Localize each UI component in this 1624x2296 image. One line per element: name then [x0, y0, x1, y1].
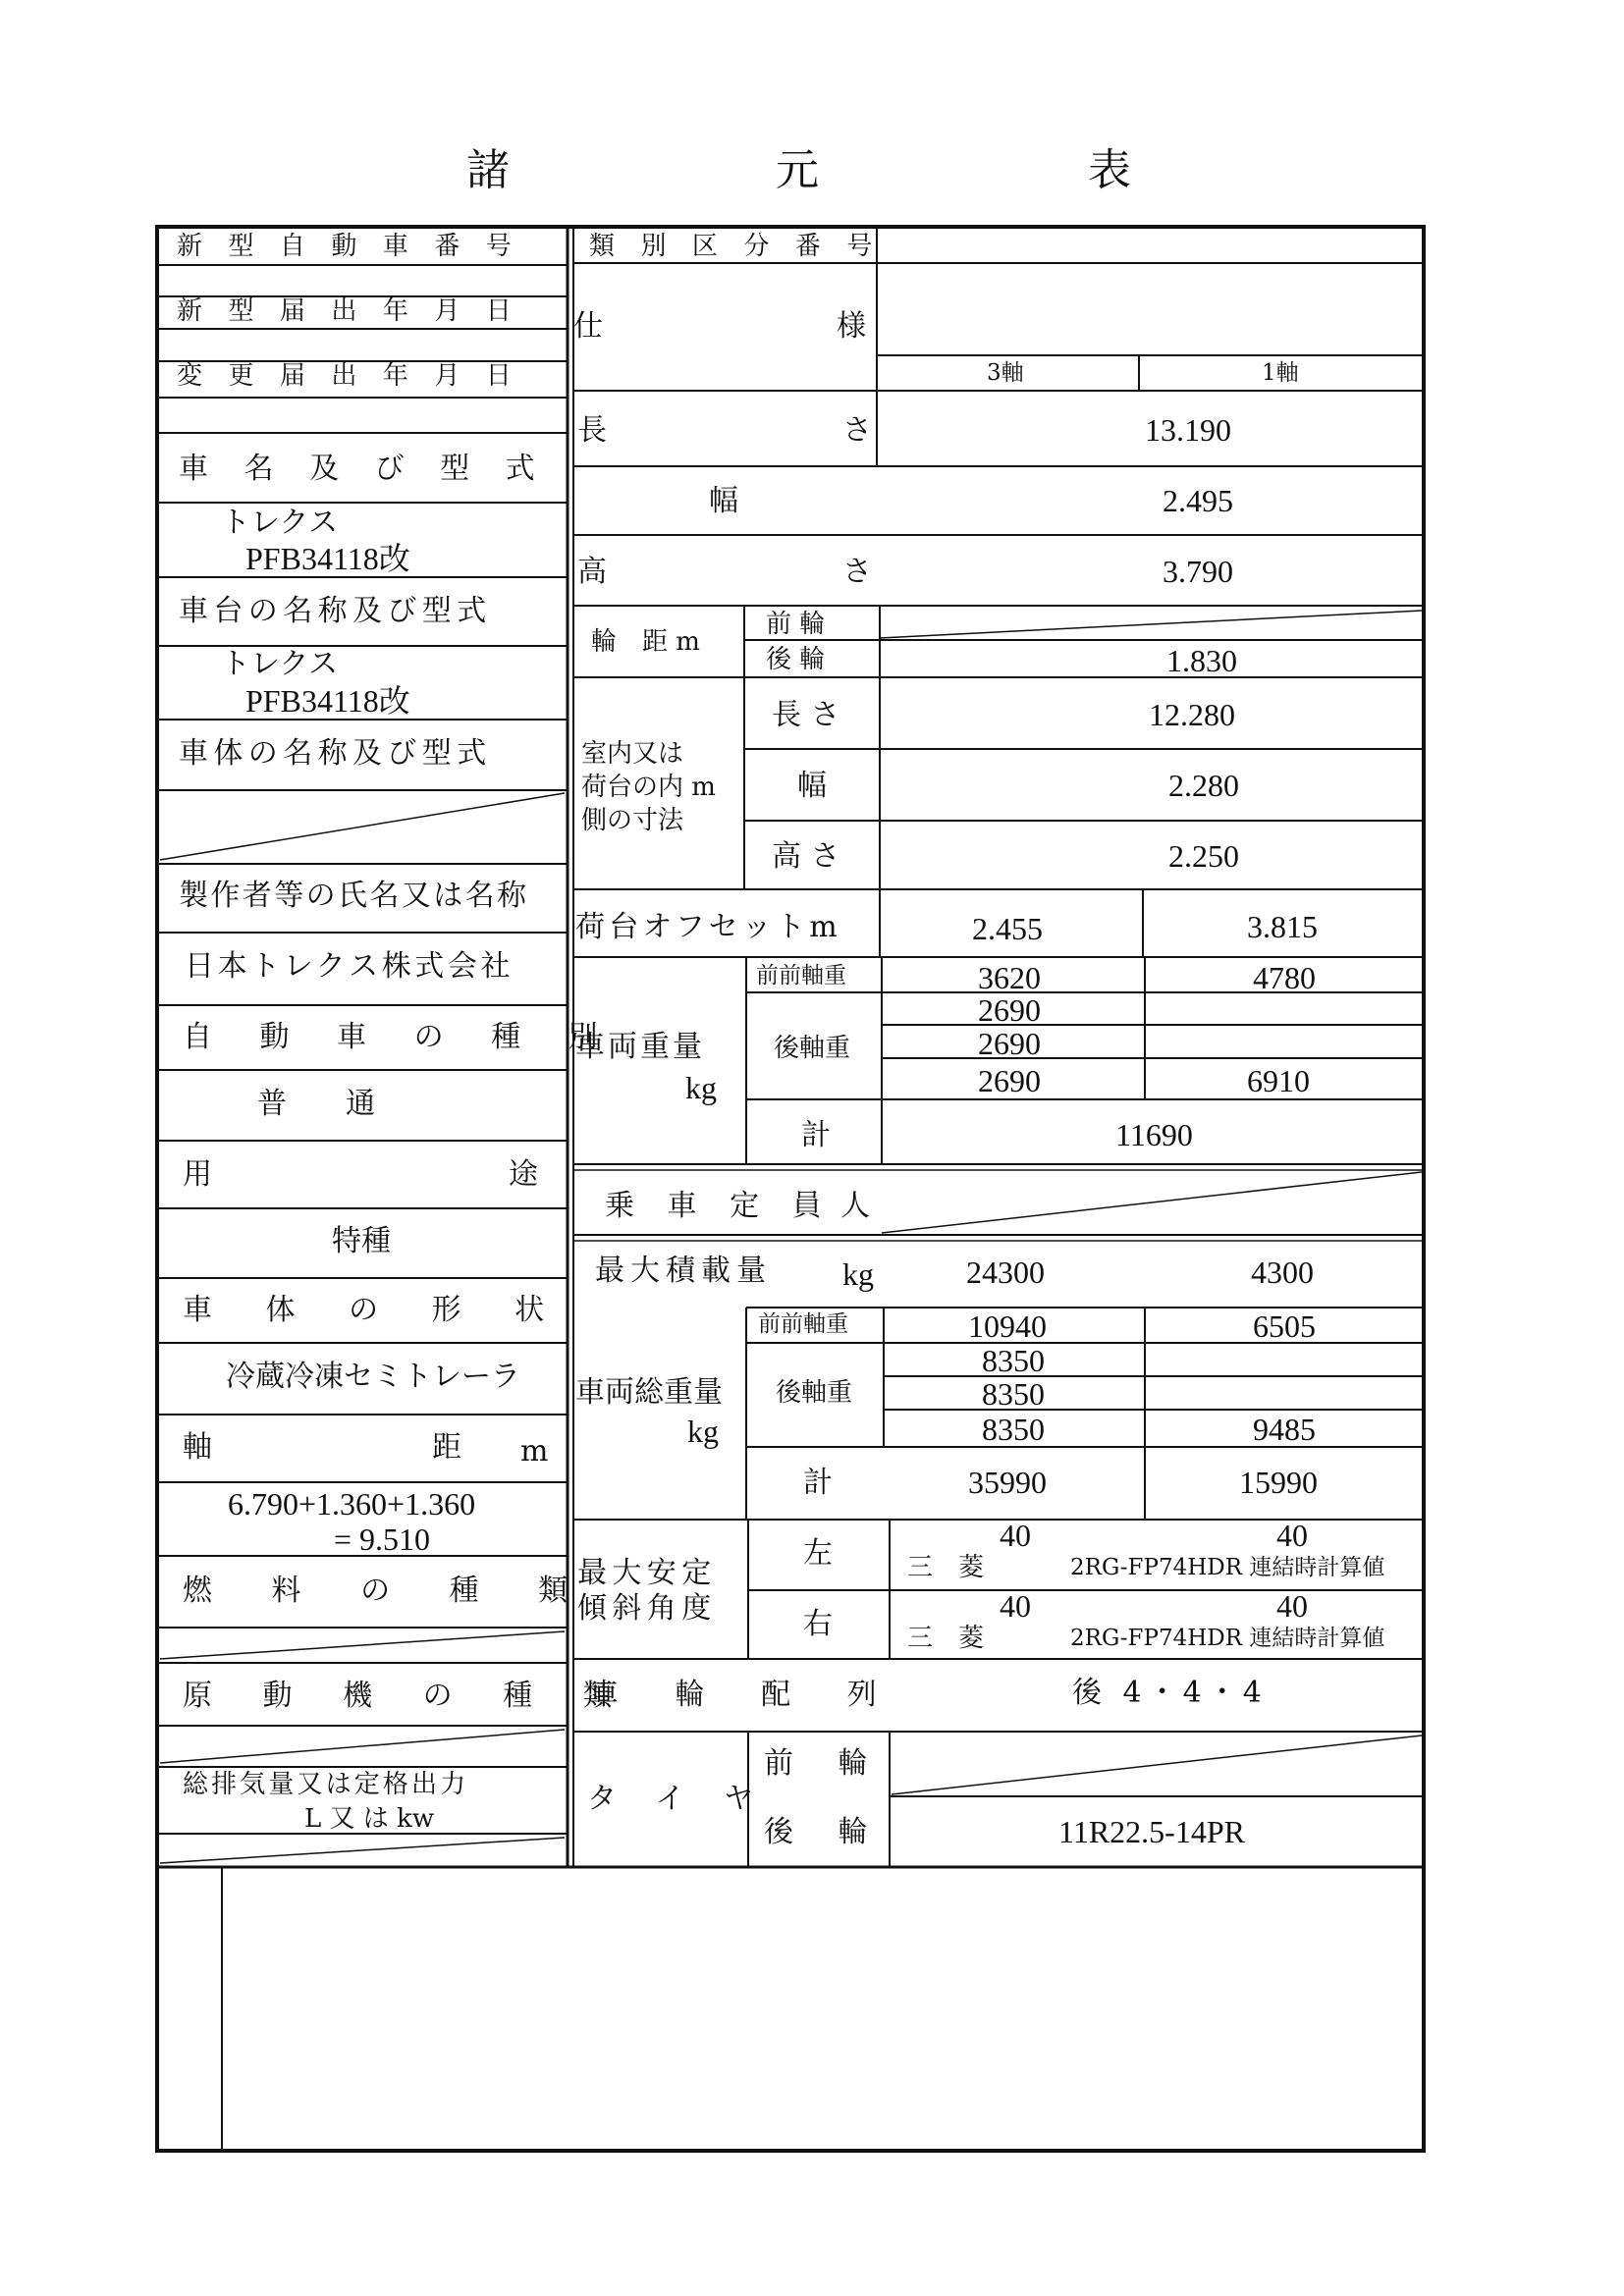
interior-label-1: 室内又は — [581, 739, 684, 769]
kind-value: 普 通 — [257, 1087, 375, 1121]
length-value: 13.190 — [1145, 412, 1231, 448]
gross-rear-1axle: 9485 — [1253, 1412, 1316, 1447]
interior-length-label: 長 さ — [772, 698, 840, 732]
chassis-value-1: トレクス — [221, 647, 339, 681]
gross-front-1axle: 6505 — [1253, 1308, 1316, 1344]
weight-front-3axle: 3620 — [978, 960, 1041, 995]
tilt-right-3axle: 40 — [1000, 1588, 1031, 1624]
length-label-2: さ — [842, 413, 872, 448]
weight-rear-b: 2690 — [978, 1026, 1041, 1061]
gross-front-label: 前前軸重 — [758, 1311, 848, 1337]
tilt-note-maker-right: 三 菱 — [907, 1624, 985, 1653]
tire-rear-label: 後 輪 — [764, 1815, 886, 1849]
displacement-label-1: 総排気量又は定格出力 — [183, 1770, 469, 1799]
wheelbase-value-2: = 9.510 — [334, 1522, 431, 1557]
gross-rear-label: 後軸重 — [776, 1378, 853, 1408]
wheelbase-label-1: 軸 — [183, 1430, 212, 1465]
maker-value: 日本トレクス株式会社 — [185, 949, 514, 984]
chassis-value-2: PFB34118改 — [245, 683, 410, 719]
tire-label: タ イ ヤ — [587, 1782, 769, 1816]
gross-front-3axle: 10940 — [968, 1308, 1047, 1344]
height-value: 3.790 — [1163, 554, 1233, 589]
tilt-note-maker-left: 三 菱 — [907, 1553, 985, 1582]
vehicle-name-value-1: トレクス — [221, 506, 339, 540]
wheelbase-value-1: 6.790+1.360+1.360 — [228, 1486, 476, 1522]
wheel-layout-label: 車 輪 配 列 — [589, 1678, 900, 1712]
title-char-3: 表 — [1088, 145, 1131, 195]
use-label-1: 用 — [183, 1157, 212, 1192]
gross-label-2: kg — [687, 1414, 719, 1449]
shape-value: 冷蔵冷凍セミトレーラ — [226, 1360, 520, 1394]
weight-rear-1axle: 6910 — [1247, 1063, 1310, 1098]
interior-height-label: 高 さ — [772, 839, 840, 874]
load-3axle: 24300 — [966, 1255, 1045, 1290]
tilt-left-label: 左 — [803, 1536, 833, 1571]
capacity-label-2: 人 — [840, 1189, 870, 1223]
tilt-label-1: 最大安定 — [577, 1556, 717, 1590]
offset-3axle: 2.455 — [972, 911, 1043, 946]
tilt-note-text-left: 2RG-FP74HDR 連結時計算値 — [1070, 1555, 1385, 1580]
tilt-label-2: 傾斜角度 — [577, 1591, 717, 1626]
use-value: 特種 — [332, 1224, 391, 1258]
body-label: 車体の名称及び型式 — [179, 736, 492, 771]
interior-label-2: 荷台の内 m — [581, 773, 716, 802]
weight-front-label: 前前軸重 — [756, 963, 846, 988]
vehicle-name-label: 車 名 及 び 型 式 — [179, 452, 549, 486]
interior-length-value: 12.280 — [1149, 697, 1235, 732]
type-number-label: 新 型 自 動 車 番 号 — [177, 232, 520, 261]
engine-label: 原 動 機 の 種 類 — [183, 1679, 633, 1713]
wheelbase-label-2: 距 — [432, 1430, 461, 1465]
weight-rear-label: 後軸重 — [774, 1034, 851, 1063]
title-char-2: 元 — [776, 145, 819, 195]
weight-total-label: 計 — [801, 1118, 831, 1152]
tread-rear-label: 後 輪 — [766, 645, 826, 674]
use-label-2: 途 — [509, 1157, 538, 1192]
col-1axle: 1軸 — [1262, 360, 1299, 386]
gross-total-3axle: 35990 — [968, 1465, 1047, 1500]
class-number-label: 類 別 区 分 番 号 — [589, 232, 882, 261]
interior-label-3: 側の寸法 — [581, 806, 684, 835]
offset-1axle: 3.815 — [1247, 909, 1318, 944]
gross-label-1: 車両総重量 — [575, 1375, 723, 1410]
tilt-note-text-right: 2RG-FP74HDR 連結時計算値 — [1070, 1626, 1385, 1651]
wheelbase-unit: m — [520, 1434, 549, 1468]
spec-label-1: 仕 — [573, 309, 603, 344]
gross-rear-a: 8350 — [982, 1343, 1045, 1378]
gross-rear-c: 8350 — [982, 1412, 1045, 1447]
load-label-1: 最大積載量 — [595, 1254, 772, 1288]
gross-rear-b: 8350 — [982, 1376, 1045, 1412]
weight-total: 11690 — [1115, 1117, 1193, 1152]
displacement-label-2: L 又 は kw — [304, 1804, 435, 1834]
weight-label-1: 車両重量 — [575, 1030, 705, 1064]
interior-width-label: 幅 — [797, 769, 827, 803]
vehicle-name-value-2: PFB34118改 — [245, 541, 410, 576]
height-label-2: さ — [842, 555, 872, 589]
chassis-label: 車台の名称及び型式 — [179, 594, 492, 628]
title-char-1: 諸 — [466, 145, 510, 195]
weight-rear-c: 2690 — [978, 1063, 1041, 1098]
width-value: 2.495 — [1163, 483, 1233, 518]
load-1axle: 4300 — [1251, 1255, 1314, 1290]
tire-rear-value: 11R22.5-14PR — [1058, 1814, 1245, 1849]
tread-rear-value: 1.830 — [1166, 643, 1237, 678]
change-date-label: 変 更 届 出 年 月 日 — [177, 361, 520, 391]
tilt-left-1axle: 40 — [1276, 1518, 1308, 1553]
gross-total-1axle: 15990 — [1239, 1465, 1318, 1500]
kind-label: 自 動 車 の 種 別 — [183, 1020, 618, 1054]
interior-width-value: 2.280 — [1168, 768, 1239, 803]
capacity-label-1: 乗 車 定 員 — [605, 1189, 834, 1223]
weight-front-1axle: 4780 — [1253, 960, 1316, 995]
maker-label: 製作者等の氏名又は名称 — [179, 879, 529, 913]
interior-height-value: 2.250 — [1168, 838, 1239, 874]
gross-total-label: 計 — [803, 1466, 833, 1500]
tread-label: 輪 距 m — [591, 627, 700, 657]
shape-label: 車 体 の 形 状 — [183, 1293, 567, 1327]
tire-front-label: 前 輪 — [764, 1746, 886, 1781]
tread-front-label: 前 輪 — [766, 610, 826, 639]
weight-rear-a: 2690 — [978, 992, 1041, 1028]
spec-label-2: 様 — [837, 309, 866, 344]
offset-label: 荷台オフセットm — [575, 910, 841, 944]
type-date-label: 新 型 届 出 年 月 日 — [177, 296, 520, 326]
tilt-right-1axle: 40 — [1276, 1588, 1308, 1624]
wheel-layout-value: 後 4・4・4 — [1072, 1676, 1268, 1710]
fuel-label: 燃 料 の 種 類 — [183, 1574, 593, 1608]
tilt-left-3axle: 40 — [1000, 1518, 1031, 1553]
weight-label-2: kg — [685, 1070, 717, 1105]
length-label-1: 長 — [577, 413, 607, 448]
width-label: 幅 — [709, 484, 738, 518]
tilt-right-label: 右 — [803, 1607, 833, 1641]
load-label-2: kg — [842, 1256, 874, 1292]
height-label-1: 高 — [577, 555, 607, 589]
col-3axle: 3軸 — [987, 360, 1024, 386]
